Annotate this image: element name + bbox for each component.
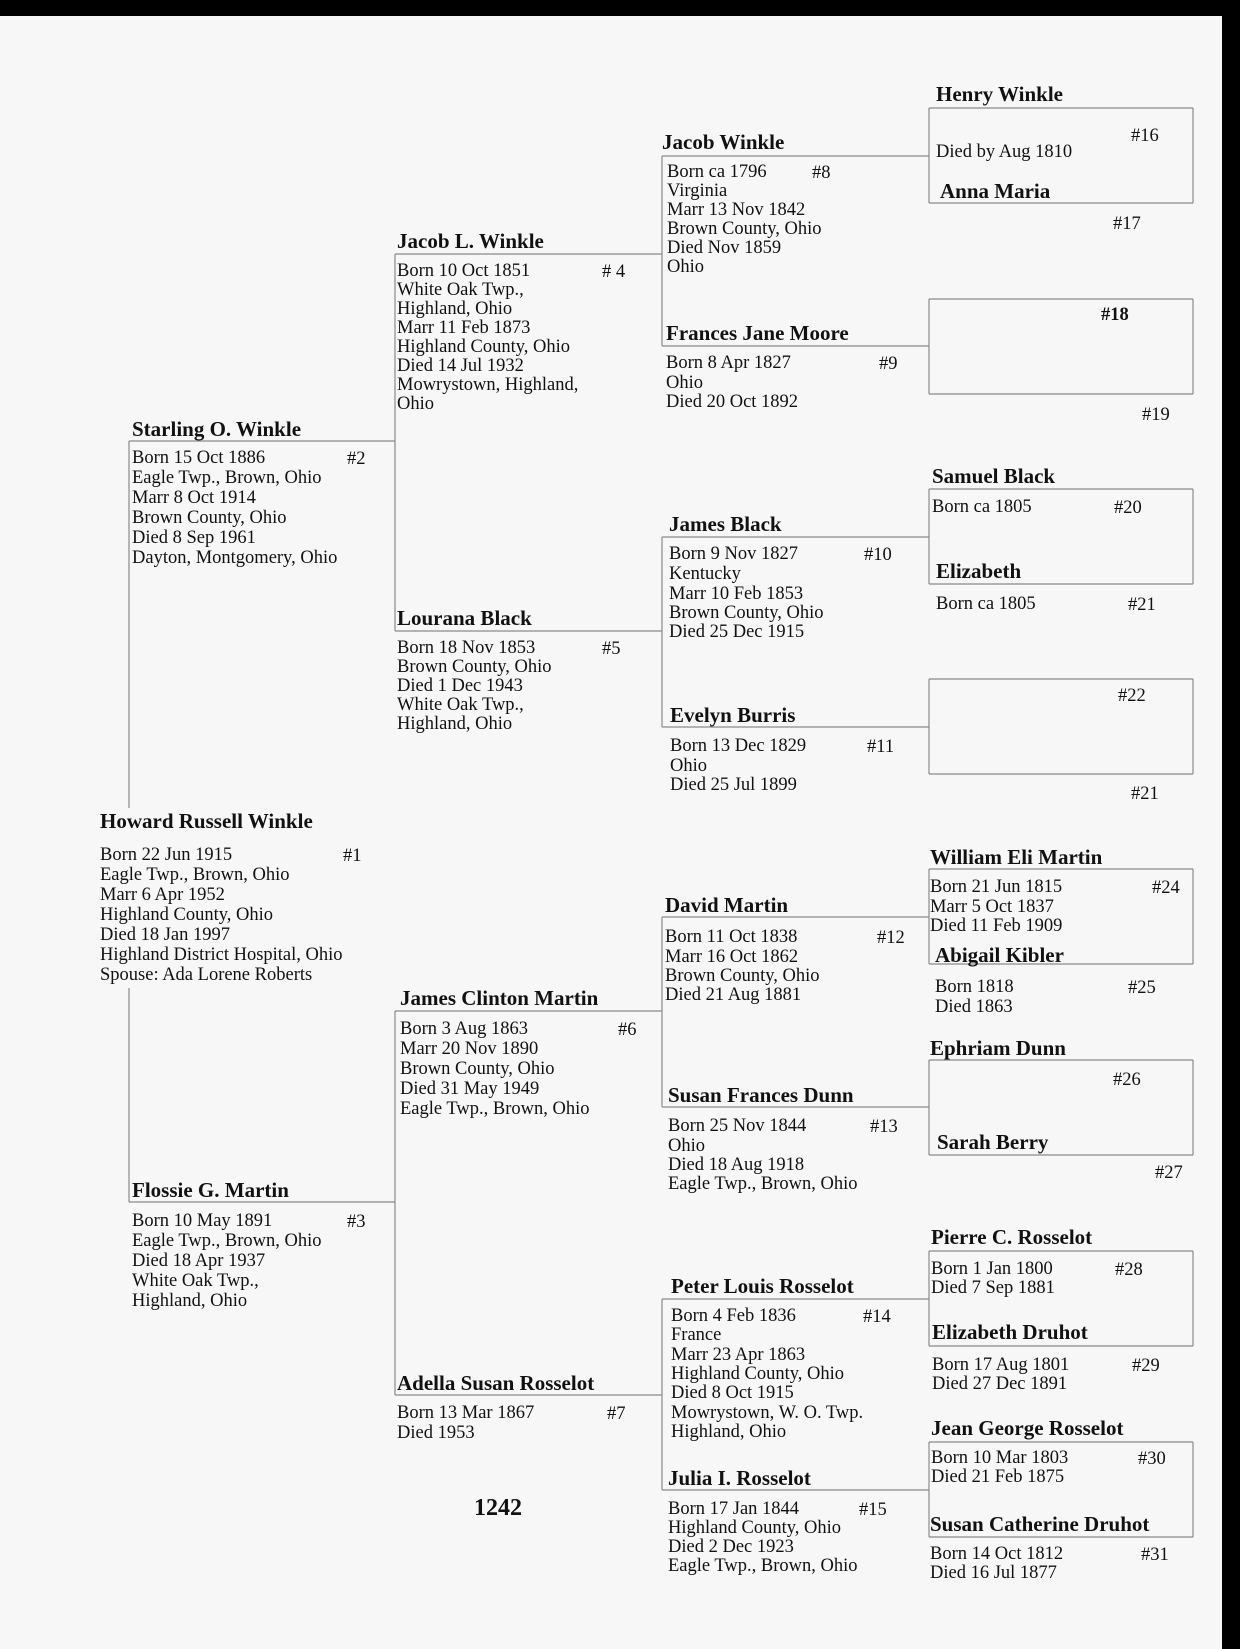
person-number: #21 (1131, 784, 1159, 804)
person-name: Susan Frances Dunn (668, 1083, 854, 1107)
person-number: #16 (1131, 126, 1159, 146)
person-number: #8 (812, 163, 831, 183)
person-detail: Died 1953 (397, 1423, 475, 1443)
person-detail: France (671, 1325, 722, 1345)
person-detail: White Oak Twp., (397, 695, 524, 715)
person-name: Peter Louis Rosselot (671, 1274, 854, 1298)
person-detail: Born ca 1796 (667, 162, 767, 182)
person-detail: Died 21 Feb 1875 (931, 1467, 1065, 1487)
person-number: #15 (859, 1500, 887, 1520)
person-number: #9 (879, 354, 898, 374)
person-name: James Black (669, 512, 782, 536)
person-number: #25 (1128, 978, 1156, 998)
person-number: #3 (347, 1212, 366, 1232)
person-name: Adella Susan Rosselot (397, 1371, 595, 1395)
person-name: Abigail Kibler (935, 943, 1064, 967)
person-detail: Born 4 Feb 1836 (671, 1306, 796, 1326)
person-number: #26 (1113, 1070, 1141, 1090)
person-number: #2 (347, 449, 366, 469)
person-detail: Born 15 Oct 1886 (132, 448, 266, 468)
person-detail: Born 25 Nov 1844 (668, 1116, 807, 1136)
person-number: #30 (1138, 1449, 1166, 1469)
person-detail: Born 3 Aug 1863 (400, 1019, 528, 1039)
person-number: #10 (864, 545, 892, 565)
person-detail: Born 10 Mar 1803 (931, 1448, 1069, 1468)
person-number: #12 (877, 928, 905, 948)
person-name: Sarah Berry (937, 1130, 1049, 1154)
person-detail: Brown County, Ohio (667, 219, 822, 239)
person-detail: Died 18 Jan 1997 (100, 925, 230, 945)
person-detail: Mowrystown, Highland, (397, 375, 579, 395)
person-detail: Born 21 Jun 1815 (930, 877, 1063, 897)
person-number: #6 (618, 1020, 637, 1040)
person-name: William Eli Martin (930, 845, 1103, 869)
person-number: #1 (343, 846, 362, 866)
person-detail: Highland District Hospital, Ohio (100, 945, 343, 965)
person-detail: Died by Aug 1810 (936, 142, 1073, 162)
person-number: #11 (867, 737, 895, 757)
person-number: #24 (1152, 878, 1180, 898)
person-name: Ephriam Dunn (930, 1036, 1066, 1060)
person-detail: Highland County, Ohio (671, 1364, 845, 1384)
person-name: James Clinton Martin (400, 986, 599, 1010)
person-detail: Born 10 Oct 1851 (397, 261, 531, 281)
person-detail: Eagle Twp., Brown, Ohio (400, 1099, 590, 1119)
person-name: Lourana Black (397, 606, 532, 630)
person-detail: Brown County, Ohio (669, 603, 824, 623)
person-detail: Highland, Ohio (397, 299, 513, 319)
person-detail: Eagle Twp., Brown, Ohio (668, 1556, 858, 1576)
person-name: Flossie G. Martin (132, 1178, 289, 1202)
person-detail: Marr 5 Oct 1837 (930, 897, 1054, 917)
person-detail: White Oak Twp., (132, 1271, 259, 1291)
person-number: #20 (1114, 498, 1142, 518)
person-number: #29 (1132, 1356, 1160, 1376)
person-detail: Born 17 Jan 1844 (668, 1499, 800, 1519)
person-detail: Died 31 May 1949 (400, 1079, 540, 1099)
person-detail: Eagle Twp., Brown, Ohio (100, 865, 290, 885)
person-detail: Eagle Twp., Brown, Ohio (668, 1174, 858, 1194)
person-number: #19 (1142, 405, 1170, 425)
person-number: #14 (863, 1307, 891, 1327)
person-detail: Marr 13 Nov 1842 (667, 200, 806, 220)
person-detail: Mowrystown, W. O. Twp. (671, 1403, 864, 1423)
person-detail: Ohio (666, 373, 703, 393)
person-number: # 4 (602, 262, 626, 282)
person-detail: Died 2 Dec 1923 (668, 1537, 794, 1557)
person-detail: Born 13 Mar 1867 (397, 1403, 535, 1423)
person-detail: Died 16 Jul 1877 (930, 1563, 1057, 1583)
person-detail: Ohio (397, 394, 434, 414)
person-name: Julia I. Rosselot (668, 1466, 811, 1490)
person-number: #21 (1128, 595, 1156, 615)
person-detail: Died 18 Apr 1937 (132, 1251, 266, 1271)
person-number: #18 (1101, 305, 1129, 325)
person-detail: Born 17 Aug 1801 (932, 1355, 1070, 1375)
person-number: #5 (602, 639, 621, 659)
person-detail: Born 14 Oct 1812 (930, 1544, 1064, 1564)
person-detail: White Oak Twp., (397, 280, 524, 300)
person-detail: Died 1 Dec 1943 (397, 676, 523, 696)
person-name: Frances Jane Moore (666, 321, 849, 345)
person-detail: Born 10 May 1891 (132, 1211, 273, 1231)
person-name: Elizabeth (936, 559, 1022, 583)
person-name: Jacob L. Winkle (397, 229, 544, 253)
person-name: Starling O. Winkle (132, 417, 302, 441)
person-detail: Died 14 Jul 1932 (397, 356, 524, 376)
person-detail: Died 11 Feb 1909 (930, 916, 1063, 936)
person-detail: Highland, Ohio (132, 1291, 248, 1311)
person-detail: Died 7 Sep 1881 (931, 1278, 1055, 1298)
person-name: Howard Russell Winkle (100, 809, 313, 833)
person-detail: Died Nov 1859 (667, 238, 782, 258)
person-detail: Born 1 Jan 1800 (931, 1259, 1053, 1279)
person-number: #7 (607, 1404, 626, 1424)
person-number: #31 (1141, 1545, 1169, 1565)
person-number: #27 (1155, 1163, 1183, 1183)
person-detail: Highland County, Ohio (668, 1518, 842, 1538)
person-detail: Highland, Ohio (397, 714, 513, 734)
person-detail: Kentucky (669, 564, 741, 584)
person-detail: Born ca 1805 (932, 497, 1032, 517)
person-detail: Born 9 Nov 1827 (669, 544, 798, 564)
person-detail: Died 25 Jul 1899 (670, 775, 797, 795)
person-detail: Died 8 Sep 1961 (132, 528, 256, 548)
person-number: #28 (1115, 1260, 1143, 1280)
person-number: #17 (1113, 214, 1141, 234)
person-detail: Marr 11 Feb 1873 (397, 318, 531, 338)
person-detail: Highland County, Ohio (397, 337, 571, 357)
person-detail: Died 27 Dec 1891 (932, 1374, 1068, 1394)
person-detail: Marr 6 Apr 1952 (100, 885, 225, 905)
person-detail: Brown County, Ohio (665, 966, 820, 986)
person-detail: Born 22 Jun 1915 (100, 845, 233, 865)
person-number: #13 (870, 1117, 898, 1137)
person-detail: Ohio (670, 756, 707, 776)
person-detail: Died 1863 (935, 997, 1013, 1017)
person-name: Pierre C. Rosselot (931, 1225, 1093, 1249)
person-detail: Brown County, Ohio (400, 1059, 555, 1079)
person-name: Anna Maria (940, 179, 1051, 203)
person-detail: Died 20 Oct 1892 (666, 392, 799, 412)
person-detail: Marr 8 Oct 1914 (132, 488, 256, 508)
person-detail: Born 13 Dec 1829 (670, 736, 807, 756)
person-name: Jean George Rosselot (931, 1416, 1124, 1440)
person-detail: Born 1818 (935, 977, 1014, 997)
person-detail: Spouse: Ada Lorene Roberts (100, 965, 313, 985)
person-detail: Brown County, Ohio (132, 508, 287, 528)
page-number: 1242 (474, 1495, 522, 1521)
person-detail: Marr 16 Oct 1862 (665, 947, 799, 967)
person-detail: Born 11 Oct 1838 (665, 927, 798, 947)
person-detail: Ohio (668, 1136, 705, 1156)
person-detail: Ohio (667, 257, 704, 277)
person-detail: Died 25 Dec 1915 (669, 622, 805, 642)
person-detail: Died 21 Aug 1881 (665, 985, 802, 1005)
person-detail: Born ca 1805 (936, 594, 1036, 614)
person-detail: Marr 20 Nov 1890 (400, 1039, 539, 1059)
person-name: Henry Winkle (936, 82, 1063, 106)
person-detail: Eagle Twp., Brown, Ohio (132, 468, 322, 488)
person-detail: Highland, Ohio (671, 1422, 787, 1442)
person-name: David Martin (665, 893, 789, 917)
person-name: Evelyn Burris (670, 703, 796, 727)
person-number: #22 (1118, 686, 1146, 706)
person-detail: Died 8 Oct 1915 (671, 1383, 794, 1403)
person-name: Elizabeth Druhot (932, 1320, 1088, 1344)
person-detail: Died 18 Aug 1918 (668, 1155, 805, 1175)
person-detail: Marr 10 Feb 1853 (669, 584, 804, 604)
person-name: Jacob Winkle (662, 130, 785, 154)
person-detail: Dayton, Montgomery, Ohio (132, 548, 338, 568)
person-detail: Virginia (667, 181, 728, 201)
person-detail: Born 8 Apr 1827 (666, 353, 791, 373)
person-name: Samuel Black (932, 464, 1056, 488)
person-detail: Highland County, Ohio (100, 905, 274, 925)
person-detail: Born 18 Nov 1853 (397, 638, 536, 658)
person-detail: Marr 23 Apr 1863 (671, 1345, 806, 1365)
person-name: Susan Catherine Druhot (930, 1512, 1150, 1536)
person-detail: Brown County, Ohio (397, 657, 552, 677)
person-detail: Eagle Twp., Brown, Ohio (132, 1231, 322, 1251)
